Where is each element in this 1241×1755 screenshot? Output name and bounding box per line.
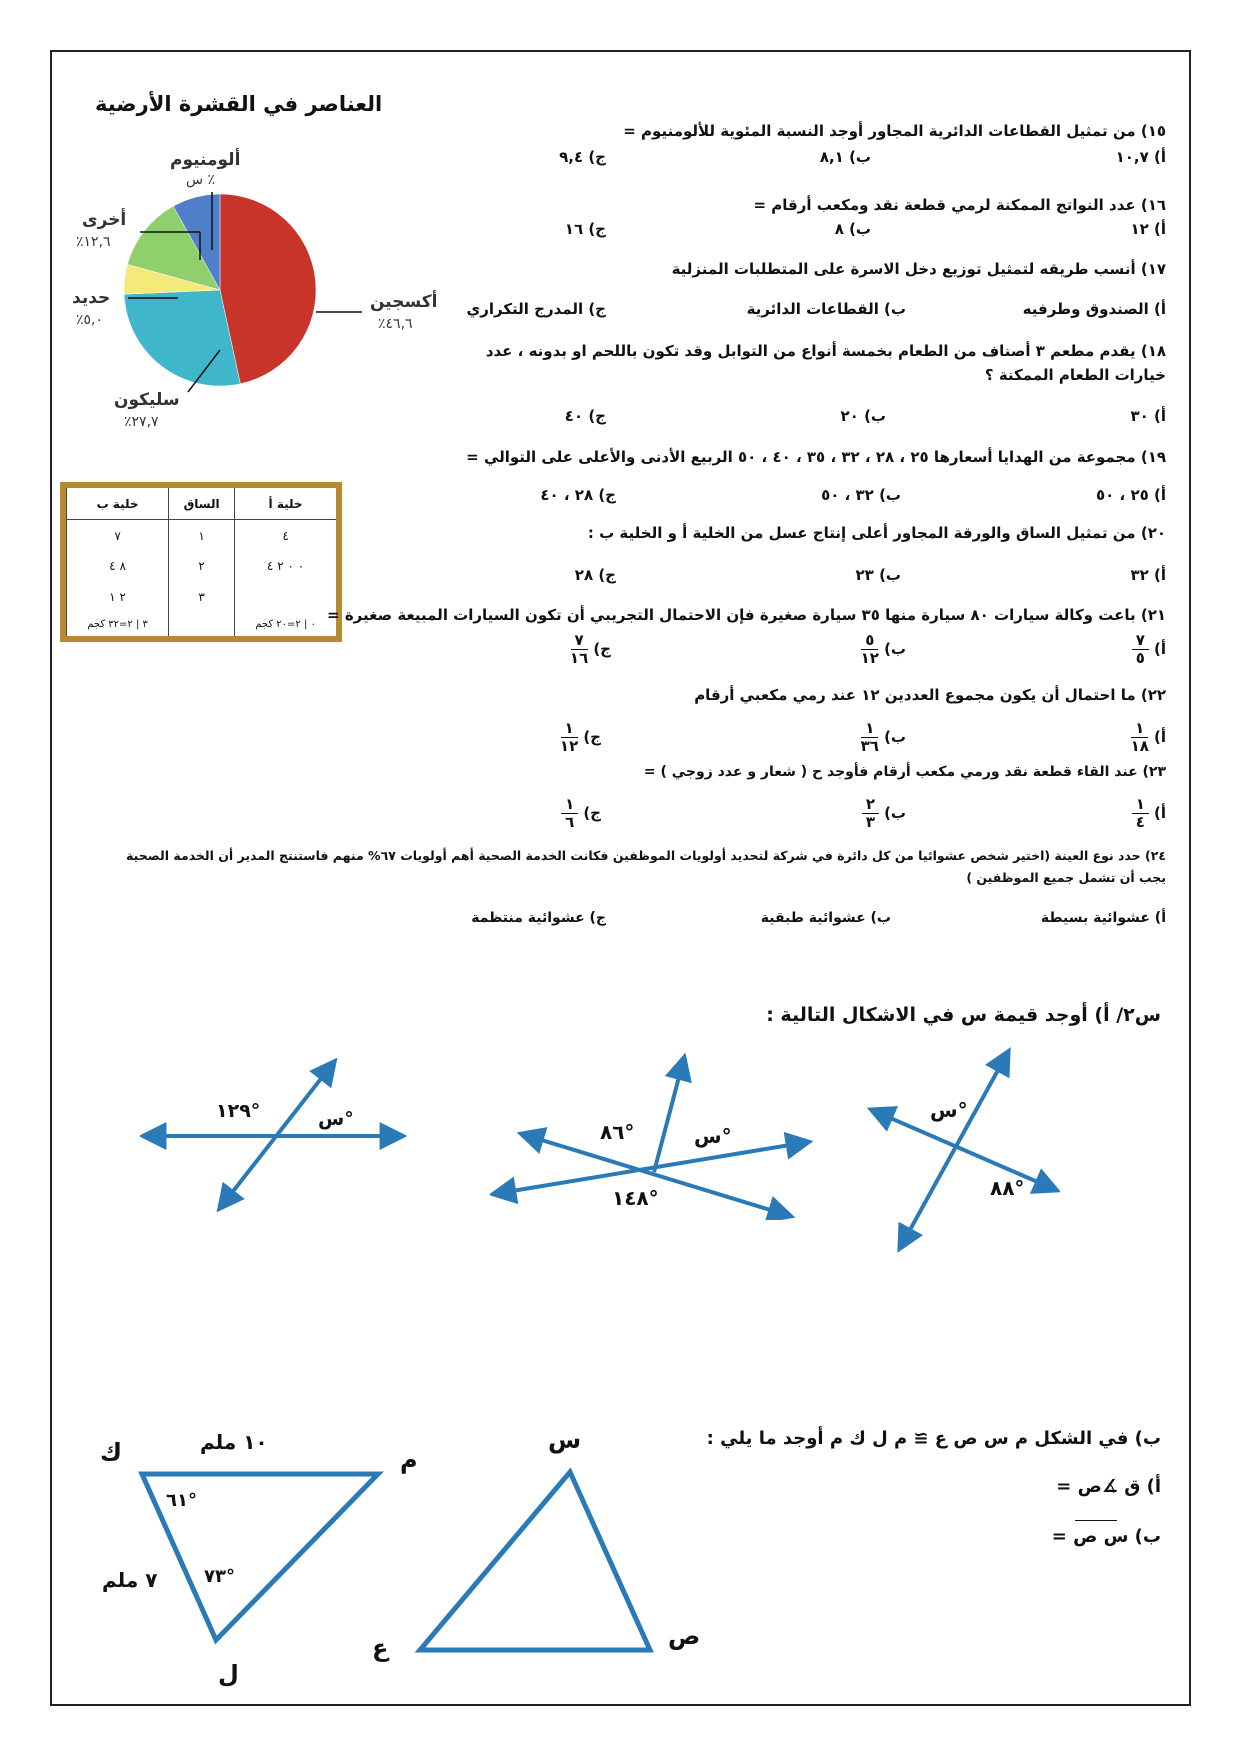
- option-prefix: ب): [884, 640, 906, 658]
- q22-option-c[interactable]: [560, 720, 601, 755]
- fig2-angle2-label: ١٤٨°: [612, 1186, 659, 1210]
- fraction: [560, 720, 578, 755]
- q22-option-b[interactable]: [861, 720, 906, 755]
- denominator: ٦: [565, 813, 575, 831]
- fraction: [861, 720, 879, 755]
- q17-option-c[interactable]: ج) المدرج التكراري: [466, 300, 606, 318]
- segment-overline: [1075, 1520, 1117, 1521]
- question-23: ٢٣) عند القاء قطعة نقد ورمي مكعب أرقام فأوجد ح ( شعار و عدد زوجي ) =: [643, 764, 1166, 780]
- denominator: ٣٦: [860, 737, 879, 755]
- pie-label-oxygen: أكسجين: [370, 292, 438, 312]
- tri2-side-left: ٧ ملم: [102, 1568, 158, 1592]
- tri1-vertex-ain: ع: [372, 1634, 389, 1662]
- q20-option-a[interactable]: أ) ٣٢: [1130, 566, 1166, 584]
- fig1-angle-label: ٨٨°: [990, 1176, 1025, 1200]
- q23-option-b[interactable]: [862, 796, 906, 831]
- question-16: ١٦) عدد النواتج الممكنة لرمي قطعة نقد ومكعب أرقام =: [753, 196, 1166, 214]
- q16-option-b[interactable]: ب) ٨: [834, 220, 871, 238]
- section2-title: س٢/ أ) أوجد قيمة س في الاشكال التالية :: [766, 1004, 1161, 1026]
- q24-option-a[interactable]: أ) عشوائية بسيطة: [1040, 910, 1166, 926]
- fraction: [861, 632, 879, 667]
- stem-leaf-cell: ١: [169, 520, 235, 552]
- question-24-cont: يجب أن تشمل جميع الموظفين ): [966, 870, 1166, 885]
- q21-option-b[interactable]: [861, 632, 906, 667]
- triangle-1: [400, 1460, 670, 1670]
- stem-leaf-cell: ٤: [235, 520, 336, 552]
- question-20: ٢٠) من تمثيل الساق والورقة المجاور أعلى إنتاج عسل من الخلية أ و الخلية ب :: [587, 524, 1166, 542]
- q24-option-b[interactable]: ب) عشوائية طبقية: [760, 910, 891, 926]
- denominator: ١٦: [569, 649, 589, 667]
- q19-option-c[interactable]: ج) ٢٨ ، ٤٠: [540, 486, 616, 504]
- question-24: ٢٤) حدد نوع العينة (اختير شخص عشوائيا من كل دائرة في شركة لتحديد أولويات الموظفين فكانت الخدمة الصحية أهم أولويات ٦٧% منهم فاستنتج المدير أن الخدمة الصحية: [126, 848, 1166, 863]
- stem-leaf-cell: ٨ ٤: [67, 551, 169, 581]
- q21-option-c[interactable]: [570, 632, 611, 667]
- pie-value-iron: ٪٥,٠: [76, 312, 104, 328]
- triangle-2: [120, 1460, 390, 1660]
- denominator: ٥: [1135, 649, 1145, 667]
- q24-option-c[interactable]: ج) عشوائية منتظمة: [471, 910, 606, 926]
- fig3-x-label: س°: [318, 1108, 354, 1130]
- q18-option-a[interactable]: أ) ٣٠: [1130, 407, 1166, 425]
- question-21: ٢١) باعت وكالة سيارات ٨٠ سيارة منها ٣٥ سيارة صغيرة فإن الاحتمال التجريبي أن تكون السيارات المبيعة صغيرة =: [327, 606, 1166, 624]
- denominator: ٤: [1135, 813, 1145, 831]
- pie-label-aluminum: ألومنيوم: [170, 150, 241, 170]
- q20-option-b[interactable]: ب) ٢٣: [855, 566, 901, 584]
- tri2-vertex-m: م: [400, 1446, 418, 1474]
- numerator: ١: [861, 720, 878, 738]
- stem-leaf-cell: ٣: [169, 582, 235, 612]
- angle-figure-3: [140, 1058, 410, 1228]
- stem-leaf-header: الساق: [169, 488, 235, 520]
- numerator: ٢: [862, 796, 879, 814]
- question-18: ١٨) يقدم مطعم ٣ أصناف من الطعام بخمسة أنواع من التوابل وقد تكون باللحم او بدونه ، عدد: [485, 342, 1166, 360]
- option-prefix: أ): [1154, 728, 1166, 746]
- stem-leaf-cell: ٠ ٠ ٢ ٤: [235, 551, 336, 581]
- stem-leaf-key: ٠ | ٢=٢٠ كجم: [235, 612, 336, 636]
- tri2-vertex-k: ك: [100, 1438, 122, 1466]
- numerator: ١: [561, 796, 578, 814]
- numerator: ١: [1131, 720, 1148, 738]
- tri2-angle-73: ٧٣°: [204, 1566, 235, 1587]
- option-prefix: ج): [583, 728, 601, 746]
- q21-option-a[interactable]: [1132, 632, 1166, 667]
- question-19: ١٩) مجموعة من الهدايا أسعارها ٢٥ ، ٢٨ ، ٣٢ ، ٣٥ ، ٤٠ ، ٥٠ الربيع الأدنى والأعلى على التوالي =: [466, 448, 1166, 466]
- stem-leaf-table: [60, 482, 342, 642]
- tri2-angle-61: ٦١°: [166, 1490, 197, 1511]
- numerator: ١: [561, 720, 578, 738]
- numerator: ٧: [571, 632, 588, 650]
- fig2-angle1-label: ٨٦°: [600, 1120, 635, 1144]
- stem-leaf-header: خلية ب: [67, 488, 169, 520]
- q19-option-b[interactable]: ب) ٣٢ ، ٥٠: [821, 486, 901, 504]
- question-15: ١٥) من تمثيل القطاعات الدائرية المجاور أوجد النسبة المئوية للألومنيوم =: [623, 122, 1166, 140]
- question-22: ٢٢) ما احتمال أن يكون مجموع العددين ١٢ عند رمي مكعبي أرقام: [694, 686, 1166, 704]
- stem-leaf-cell: [235, 582, 336, 612]
- option-prefix: أ): [1154, 804, 1166, 822]
- denominator: ١٢: [860, 649, 879, 667]
- stem-leaf-header: خلية أ: [235, 488, 336, 520]
- q19-option-a[interactable]: أ) ٢٥ ، ٥٠: [1095, 486, 1166, 504]
- stem-leaf-cell: ٧: [67, 520, 169, 552]
- q16-option-c[interactable]: ج) ١٦: [564, 220, 606, 238]
- fraction: [1131, 720, 1149, 755]
- stem-leaf-cell: [169, 612, 235, 636]
- fraction: [862, 796, 879, 831]
- pie-label-other: أخرى: [82, 210, 127, 230]
- tri1-vertex-s: س: [548, 1426, 582, 1454]
- denominator: ٣: [865, 813, 875, 831]
- q15-option-c[interactable]: ج) ٩,٤: [559, 148, 606, 166]
- fig1-x-label: س°: [930, 1098, 968, 1122]
- pie-value-aluminum: س ٪: [186, 172, 216, 188]
- q20-option-c[interactable]: ج) ٢٨: [574, 566, 616, 584]
- pie-label-iron: حديد: [72, 288, 111, 308]
- numerator: ١: [1132, 796, 1149, 814]
- stem-leaf-cell: ٢: [169, 551, 235, 581]
- numerator: ٥: [861, 632, 878, 650]
- pie-label-silicon: سليكون: [114, 390, 180, 410]
- denominator: ١٨: [1130, 737, 1149, 755]
- part-b-b: ب) س ص =: [1051, 1526, 1161, 1547]
- q23-option-a[interactable]: [1132, 796, 1166, 831]
- fraction: [570, 632, 588, 667]
- tri1-vertex-sad: ص: [668, 1622, 701, 1650]
- q18-option-b[interactable]: ب) ٢٠: [840, 407, 886, 425]
- q17-option-a[interactable]: أ) الصندوق وطرفيه: [1022, 300, 1166, 318]
- option-prefix: ب): [884, 728, 906, 746]
- fraction: [561, 796, 578, 831]
- q23-option-c[interactable]: [561, 796, 601, 831]
- pie-title: العناصر في القشرة الأرضية: [95, 92, 383, 116]
- pie-value-silicon: ٪٢٧,٧: [124, 414, 159, 430]
- pie-value-oxygen: ٪٤٦,٦: [378, 316, 413, 332]
- tri2-vertex-l: ل: [218, 1660, 239, 1688]
- q15-option-b[interactable]: ب) ٨,١: [819, 148, 871, 166]
- question-17: ١٧) أنسب طريقه لتمثيل توزيع دخل الاسرة على المتطلبات المنزلية: [671, 260, 1166, 278]
- q17-option-b[interactable]: ب) القطاعات الدائرية: [746, 300, 906, 318]
- angle-figure-1: [860, 1040, 1060, 1260]
- stem-leaf-key: ٣ | ٢=٣٢ كجم: [67, 612, 169, 636]
- fraction: [1132, 632, 1149, 667]
- option-prefix: ب): [884, 804, 906, 822]
- numerator: ٧: [1132, 632, 1149, 650]
- denominator: ١٢: [559, 737, 579, 755]
- stem-leaf-cell: ٢ ١: [67, 582, 169, 612]
- q18-option-c[interactable]: ج) ٤٠: [564, 407, 606, 425]
- q16-option-a[interactable]: أ) ١٢: [1130, 220, 1166, 238]
- fig3-angle-label: ١٢٩°: [216, 1100, 261, 1122]
- pie-leader-lines: [0, 0, 460, 460]
- option-prefix: ج): [583, 804, 601, 822]
- pie-value-other: ٪١٢,٦: [76, 234, 111, 250]
- fraction: [1132, 796, 1149, 831]
- q22-option-a[interactable]: [1131, 720, 1166, 755]
- part-b-title: ب) في الشكل م س ص ع ≅ م ل ك م أوجد ما يلي :: [706, 1428, 1161, 1449]
- tri2-side-top: ١٠ ملم: [200, 1430, 268, 1454]
- part-b-a: أ) ق ∡ص =: [1056, 1476, 1161, 1497]
- fig2-x-label: س°: [694, 1124, 732, 1148]
- option-prefix: أ): [1154, 640, 1166, 658]
- q15-option-a[interactable]: أ) ١٠,٧: [1115, 148, 1166, 166]
- option-prefix: ج): [593, 640, 611, 658]
- question-18-cont: خيارات الطعام الممكنة ؟: [984, 366, 1166, 384]
